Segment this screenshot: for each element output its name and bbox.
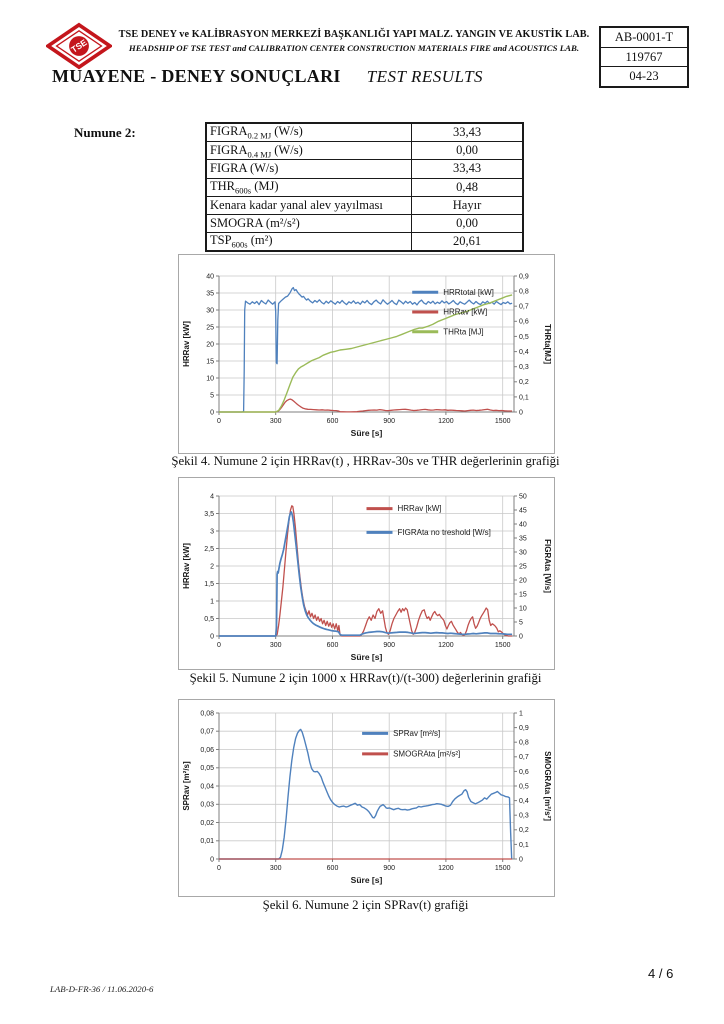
svg-text:10: 10 xyxy=(519,605,527,613)
svg-text:SPRav [m²/s]: SPRav [m²/s] xyxy=(393,729,441,738)
org-header xyxy=(118,29,590,53)
results-table-body xyxy=(206,123,523,251)
svg-text:1: 1 xyxy=(210,598,214,606)
svg-text:300: 300 xyxy=(269,865,282,872)
parameter-cell: $FIGRA_{0.4 MJ}$ (W/s) xyxy=(206,142,412,160)
svg-text:10: 10 xyxy=(206,375,214,383)
svg-text:0,7: 0,7 xyxy=(519,754,529,762)
svg-text:FIGRAta [W/s]: FIGRAta [W/s] xyxy=(543,539,552,593)
svg-text:Süre [s]: Süre [s] xyxy=(350,652,383,662)
svg-text:0,04: 0,04 xyxy=(200,783,214,791)
svg-text:2: 2 xyxy=(210,563,214,571)
sample-label: Numune 2: xyxy=(74,125,136,140)
value-cell: 0,00 xyxy=(412,214,524,232)
svg-text:0,1: 0,1 xyxy=(519,841,529,849)
svg-text:0: 0 xyxy=(519,409,523,417)
svg-text:1200: 1200 xyxy=(438,865,454,872)
svg-text:2,5: 2,5 xyxy=(204,545,214,553)
table-row xyxy=(206,160,523,178)
svg-text:0,03: 0,03 xyxy=(200,801,214,809)
svg-text:0: 0 xyxy=(217,418,221,425)
svg-text:300: 300 xyxy=(269,418,282,425)
svg-text:HRRav [kW]: HRRav [kW] xyxy=(182,543,191,589)
svg-text:HRRav [kW]: HRRav [kW] xyxy=(182,321,191,367)
svg-text:0,8: 0,8 xyxy=(519,288,529,296)
svg-text:35: 35 xyxy=(519,535,527,543)
svg-text:20: 20 xyxy=(206,341,214,349)
svg-text:1500: 1500 xyxy=(494,642,511,649)
chart-figra xyxy=(178,477,555,670)
org-title-tr: TSE DENEY ve KALİBRASYON MERKEZİ BAŞKANLIĞI YAPI MALZ. YANGIN VE AKUSTİK LAB. xyxy=(118,29,590,40)
value-cell: 33,43 xyxy=(412,160,524,178)
svg-text:Süre [s]: Süre [s] xyxy=(350,428,383,438)
svg-text:1200: 1200 xyxy=(438,418,454,425)
svg-text:4: 4 xyxy=(210,493,214,501)
svg-text:1,5: 1,5 xyxy=(204,580,214,588)
value-cell: Hayır xyxy=(412,196,524,214)
svg-text:0,01: 0,01 xyxy=(200,838,214,846)
table-row xyxy=(206,123,523,142)
svg-text:30: 30 xyxy=(206,307,214,315)
svg-text:0: 0 xyxy=(519,633,523,641)
svg-text:0,2: 0,2 xyxy=(519,827,529,835)
chart-canvas xyxy=(179,700,554,899)
svg-text:300: 300 xyxy=(269,642,282,649)
svg-text:900: 900 xyxy=(383,642,396,649)
svg-text:1: 1 xyxy=(519,710,523,718)
table-row xyxy=(206,178,523,196)
svg-text:0: 0 xyxy=(217,865,221,872)
figure-caption-4: Şekil 4. Numune 2 için HRRav(t) , HRRav-30s ve THR değerlerinin grafiği xyxy=(171,454,560,468)
svg-text:THRta[MJ]: THRta[MJ] xyxy=(543,324,552,364)
figure-caption-6: Şekil 6. Numune 2 için SPRav(t) grafiği xyxy=(262,898,469,912)
chart-canvas xyxy=(179,255,554,456)
svg-text:40: 40 xyxy=(206,273,214,281)
doc-number: 119767 xyxy=(601,47,687,67)
parameter-cell: $THR_{600s}$ (MJ) xyxy=(206,178,412,196)
svg-text:50: 50 xyxy=(519,493,527,501)
svg-text:600: 600 xyxy=(326,642,339,649)
figure-caption-5: Şekil 5. Numune 2 için 1000 x HRRav(t)/(t-300) değerlerinin grafiği xyxy=(189,671,542,685)
logo-text: TSE xyxy=(69,37,89,55)
svg-text:HRRav [kW]: HRRav [kW] xyxy=(397,504,442,514)
org-title-en: HEADSHIP OF TSE TEST and CALIBRATION CENTER CONSTRUCTION MATERIALS FIRE and ACOUSTICS LAB. xyxy=(128,43,580,53)
svg-text:1500: 1500 xyxy=(494,865,511,872)
svg-text:3: 3 xyxy=(210,528,214,536)
svg-text:0,05: 0,05 xyxy=(200,765,214,773)
table-row xyxy=(206,196,523,214)
svg-text:0,4: 0,4 xyxy=(519,798,529,805)
svg-text:25: 25 xyxy=(519,563,527,571)
table-row xyxy=(206,142,523,160)
doc-date: 04-23 xyxy=(601,66,687,86)
results-table xyxy=(205,122,524,252)
svg-text:Süre [s]: Süre [s] xyxy=(350,875,383,885)
svg-text:0,07: 0,07 xyxy=(200,728,214,736)
parameter-cell: Kenara kadar yanal alev yayılması xyxy=(206,196,412,214)
svg-text:0,7: 0,7 xyxy=(519,303,529,311)
svg-text:25: 25 xyxy=(206,324,214,332)
value-cell: 20,61 xyxy=(412,233,524,252)
tse-logo-icon xyxy=(46,22,112,70)
svg-text:900: 900 xyxy=(383,865,396,872)
svg-text:30: 30 xyxy=(519,549,527,557)
svg-text:THRta [MJ]: THRta [MJ] xyxy=(443,327,484,337)
table-row xyxy=(206,233,523,252)
svg-text:0: 0 xyxy=(210,856,214,864)
svg-text:SPRav [m²/s]: SPRav [m²/s] xyxy=(182,761,191,811)
svg-text:1200: 1200 xyxy=(438,642,454,649)
svg-text:15: 15 xyxy=(206,358,214,366)
svg-text:0: 0 xyxy=(210,409,214,417)
value-cell: 0,00 xyxy=(412,142,524,160)
svg-text:1500: 1500 xyxy=(494,418,511,425)
parameter-cell: FIGRA (W/s) xyxy=(206,160,412,178)
doc-code: AB-0001-T xyxy=(614,30,674,44)
svg-text:0,1: 0,1 xyxy=(519,394,529,402)
svg-text:0,5: 0,5 xyxy=(519,783,529,791)
svg-text:HRRav [kW]: HRRav [kW] xyxy=(443,307,488,317)
parameter-cell: $TSP_{600s}$ (m²) xyxy=(206,233,412,252)
svg-text:0,5: 0,5 xyxy=(519,333,529,341)
page-title-en: TEST RESULTS xyxy=(366,67,484,86)
svg-text:0: 0 xyxy=(519,856,523,864)
value-cell: 0,48 xyxy=(412,178,524,196)
value-cell: 33,43 xyxy=(412,123,524,142)
svg-text:0,2: 0,2 xyxy=(519,379,529,387)
svg-text:600: 600 xyxy=(326,418,339,425)
page-title-tr: MUAYENE - DENEY SONUÇLARI xyxy=(52,66,341,86)
parameter-cell: SMOGRA (m²/s²) xyxy=(206,214,412,232)
svg-text:0,06: 0,06 xyxy=(200,746,214,754)
svg-text:SMOGRAta [m²/s²]: SMOGRAta [m²/s²] xyxy=(393,749,461,759)
svg-text:3,5: 3,5 xyxy=(204,510,214,518)
svg-text:0,9: 0,9 xyxy=(519,725,529,732)
parameter-cell: $FIGRA_{0.2 MJ}$ (W/s) xyxy=(206,123,412,142)
svg-text:0: 0 xyxy=(210,633,214,641)
chart-sprav xyxy=(178,699,555,897)
svg-text:HRRtotal [kW]: HRRtotal [kW] xyxy=(443,287,494,297)
svg-text:0,6: 0,6 xyxy=(519,768,529,776)
svg-text:0,5: 0,5 xyxy=(204,615,214,623)
page-title xyxy=(52,66,483,87)
svg-text:0,9: 0,9 xyxy=(519,273,529,281)
svg-text:SMOGRAta [m²/s²]: SMOGRAta [m²/s²] xyxy=(543,751,552,821)
svg-text:0,02: 0,02 xyxy=(200,819,214,827)
svg-text:0,4: 0,4 xyxy=(519,349,529,356)
chart-canvas xyxy=(179,478,554,672)
chart-hrr-thr xyxy=(178,254,555,454)
svg-text:0,08: 0,08 xyxy=(200,710,214,718)
doc-number-box xyxy=(599,26,689,88)
form-code: LAB-D-FR-36 / 11.06.2020-6 xyxy=(50,984,154,994)
svg-text:0,3: 0,3 xyxy=(519,812,529,820)
svg-text:FIGRAta no treshold [W/s]: FIGRAta no treshold [W/s] xyxy=(397,528,491,537)
svg-text:0: 0 xyxy=(217,642,221,649)
svg-text:600: 600 xyxy=(326,865,339,872)
svg-text:40: 40 xyxy=(519,521,527,529)
svg-text:20: 20 xyxy=(519,577,527,585)
svg-text:0,3: 0,3 xyxy=(519,364,529,372)
svg-text:0,8: 0,8 xyxy=(519,739,529,747)
svg-text:15: 15 xyxy=(519,591,527,599)
svg-text:0,6: 0,6 xyxy=(519,318,529,326)
svg-text:35: 35 xyxy=(206,290,214,298)
svg-text:900: 900 xyxy=(383,418,396,425)
table-row xyxy=(206,214,523,232)
svg-text:45: 45 xyxy=(519,507,527,515)
page-number: 4 / 6 xyxy=(648,966,674,981)
svg-text:5: 5 xyxy=(210,392,214,400)
svg-text:5: 5 xyxy=(519,619,523,627)
